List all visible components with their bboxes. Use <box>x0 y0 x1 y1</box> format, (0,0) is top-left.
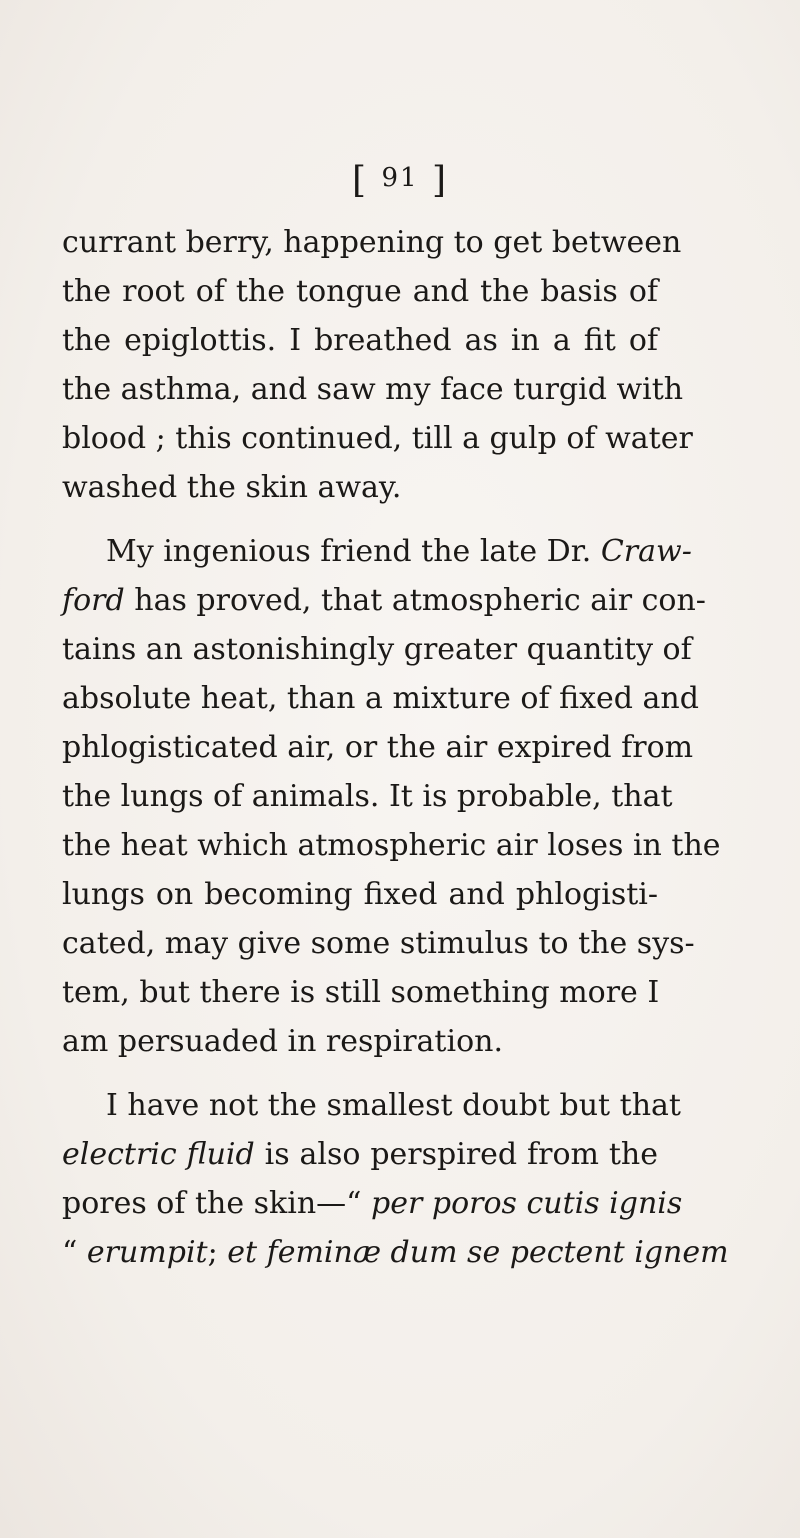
text-run: has proved, that atmospheric air con- <box>124 583 706 618</box>
text-line: the asthma, and saw my face turgid with <box>62 372 684 407</box>
latin-quote: erumpit <box>86 1235 208 1270</box>
paragraph-1 <box>62 218 693 512</box>
quote-mark: “ <box>62 1235 87 1270</box>
text-line: the epiglottis. I breathed as in a fit of <box>62 323 658 358</box>
text-line: the heat which atmospheric air loses in the <box>62 828 721 863</box>
paragraph-3 <box>62 1081 729 1277</box>
italic-phrase: electric fluid <box>62 1137 255 1172</box>
text-line: cated, may give some stimulus to the sys- <box>62 926 695 961</box>
text-line: washed the skin away. <box>62 470 402 505</box>
paragraph-2 <box>62 527 721 1066</box>
text-line <box>62 1179 683 1228</box>
text-line: the lungs of animals. It is probable, that <box>62 779 673 814</box>
bracket-close: ] <box>432 160 449 201</box>
text-line: blood ; this continued, till a gulp of water <box>62 421 693 456</box>
text-line: I have not the smallest doubt but that <box>106 1088 681 1123</box>
text-run: My ingenious friend the late Dr. <box>106 534 601 569</box>
page-number: 91 <box>381 163 419 193</box>
text-line: the root of the tongue and the basis of <box>62 274 658 309</box>
bracket-open: [ <box>351 160 368 201</box>
text-run: ; <box>207 1235 228 1270</box>
text-line <box>62 1130 658 1179</box>
text-line <box>62 576 706 625</box>
latin-quote: et feminæ dum se pectent ignem <box>227 1235 729 1270</box>
page-number-header <box>0 160 800 201</box>
text-line: phlogisticated air, or the air expired from <box>62 730 694 765</box>
text-line: lungs on becoming fixed and phlogisti- <box>62 877 658 912</box>
text-line: tains an astonishingly greater quantity of <box>62 632 692 667</box>
text-line: am persuaded in respiration. <box>62 1024 504 1059</box>
text-line: absolute heat, than a mixture of fixed and <box>62 681 699 716</box>
text-line: currant berry, happening to get between <box>62 225 682 260</box>
italic-name: Craw- <box>600 534 692 569</box>
latin-quote: per poros cutis ignis <box>371 1186 683 1221</box>
text-run: is also perspired from the <box>254 1137 659 1172</box>
text-line <box>62 527 692 576</box>
text-line: tem, but there is still something more I <box>62 975 660 1010</box>
italic-name: ford <box>62 583 125 618</box>
text-line <box>62 1228 729 1277</box>
text-run: pores of the skin—“ <box>62 1186 372 1221</box>
